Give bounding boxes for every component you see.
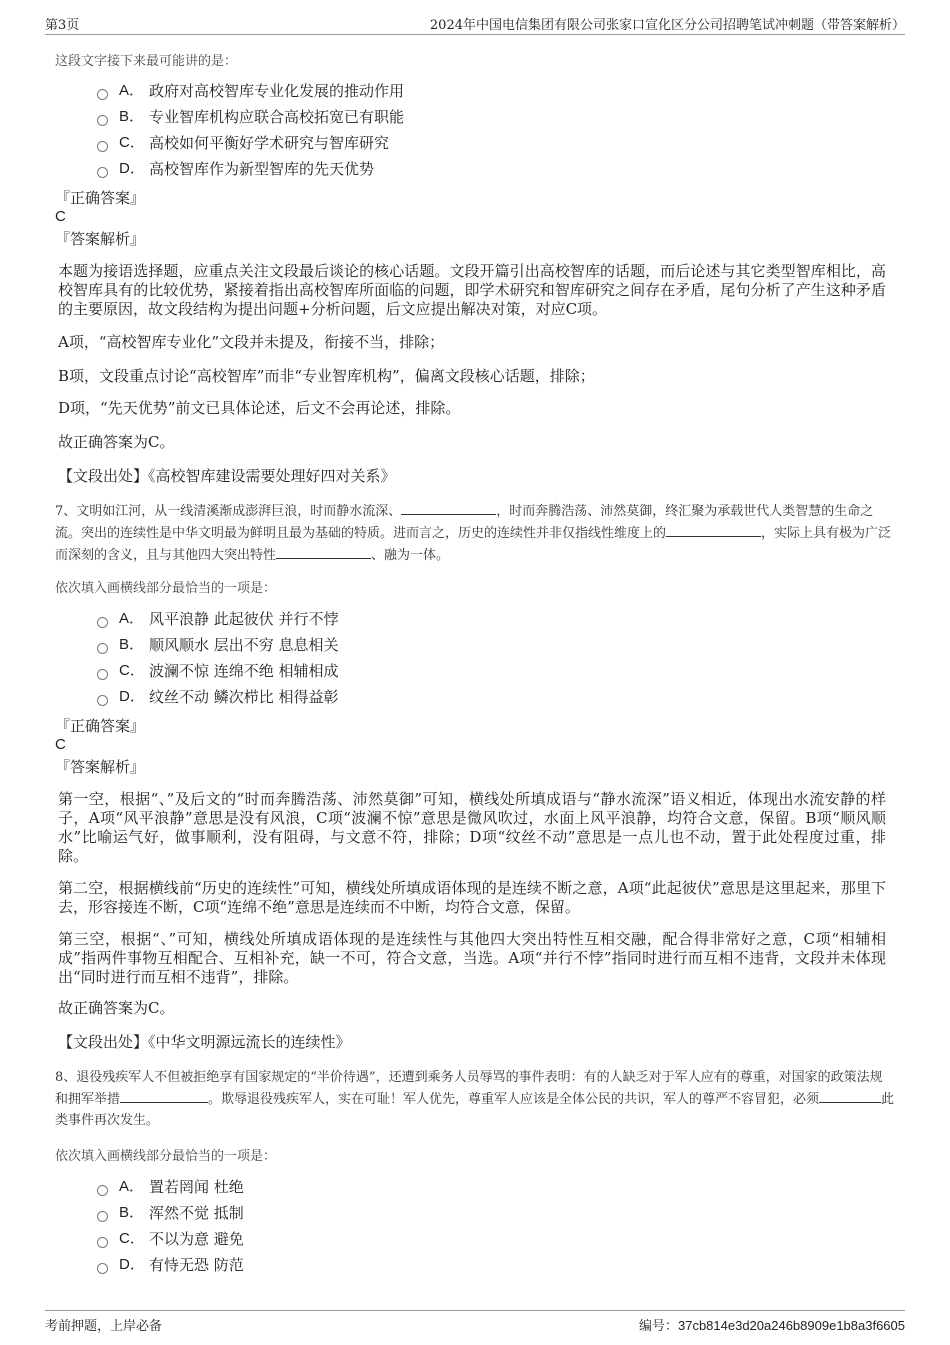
radio-icon[interactable]: [97, 167, 108, 178]
q7-option-c[interactable]: C． 波澜不惊 连绵不绝 相辅相成: [97, 658, 339, 684]
radio-icon[interactable]: [97, 141, 108, 152]
q8-option-a[interactable]: A． 置若罔闻 杜绝: [97, 1174, 244, 1200]
radio-icon[interactable]: [97, 643, 108, 654]
page-number: 第3页: [45, 18, 80, 33]
q6-conclusion: 故正确答案为C。: [58, 433, 175, 451]
q8-option-d[interactable]: D． 有恃无恐 防范: [97, 1252, 244, 1278]
q6-option-b[interactable]: B． 专业智库机构应联合高校拓宽已有职能: [97, 104, 404, 130]
q8-options: [97, 1174, 244, 1278]
q6-option-a[interactable]: A． 政府对高校智库专业化发展的推动作用: [97, 78, 404, 104]
q6-answer-tag: 『正确答案』: [55, 189, 146, 207]
footer-slogan: 考前押题，上岸必备: [45, 1319, 163, 1334]
answer-blank: [401, 500, 496, 515]
radio-icon[interactable]: [97, 617, 108, 628]
q8-option-b[interactable]: B． 浑然不觉 抵制: [97, 1200, 244, 1226]
q6-analysis-b: B项，文段重点讨论“高校智库”而非“专业智库机构”，偏离文段核心话题，排除；: [58, 367, 595, 385]
q7-options: [97, 606, 339, 710]
q6-analysis-tag: 『答案解析』: [55, 230, 146, 248]
page-header: [45, 14, 905, 35]
q6-prompt: 这段文字接下来最可能讲的是：: [55, 54, 238, 69]
q7-answer: C: [55, 736, 66, 753]
page-footer: [45, 1310, 905, 1339]
answer-blank: [120, 1088, 208, 1103]
q7-stem: 7、文明如江河，从一线清溪渐成澎湃巨浪，时而静水流深、 ，时而奔腾浩荡、沛然莫御，终汇聚为承载世代人类智慧的生命之流。突出的连续性是中华文明最为鲜明且最为基础的特质。进而言之，历史的连续性并非仅指线性维度上的 ，实际上具有极为广泛而深刻的含义，且与其他四大突出特性 、融为一体。: [55, 500, 895, 566]
q6-answer: C: [55, 208, 66, 225]
radio-icon[interactable]: [97, 115, 108, 126]
document-code: 编号：37cb814e3d20a246b8909e1b8a3f6605: [638, 1318, 905, 1334]
q8-option-c[interactable]: C． 不以为意 避免: [97, 1226, 244, 1252]
q7-option-a[interactable]: A． 风平浪静 此起彼伏 并行不悖: [97, 606, 339, 632]
q6-analysis-a: A项，“高校智库专业化”文段并未提及，衔接不当，排除；: [58, 333, 445, 351]
radio-icon[interactable]: [97, 1237, 108, 1248]
answer-blank: [819, 1088, 881, 1103]
q7-analysis-tag: 『答案解析』: [55, 758, 146, 776]
radio-icon[interactable]: [97, 1211, 108, 1222]
q8-prompt: 依次填入画横线部分最恰当的一项是：: [55, 1149, 277, 1164]
q7-analysis-blank3: 第三空，根据“、”可知，横线处所填成语体现的是连续性与其他四大突出特性互相交融，配合得非常好之意，C项“相辅相成”指两件事物互相配合、互相补充，缺一不可，符合文意，当选。A项“并行不悖”指同时进行而互相不违背，文段并未体现出“同时进行而互相不违背”，排除。: [58, 930, 886, 986]
radio-icon[interactable]: [97, 89, 108, 100]
q6-analysis-main: 本题为接语选择题，应重点关注文段最后谈论的核心话题。文段开篇引出高校智库的话题，而后论述与其它类型智库相比，高校智库具有的比较优势，紧接着指出高校智库所面临的问题，即学术研究和智库研究之间存在矛盾，尾句分析了产生这种矛盾的主要原因，故文段结构为提出问题+分析问题，后文应提出解决对策，对应C项。: [58, 262, 886, 318]
document-title: 2024年中国电信集团有限公司张家口宣化区分公司招聘笔试冲刺题（带答案解析）: [429, 18, 905, 33]
q7-option-b[interactable]: B． 顺风顺水 层出不穷 息息相关: [97, 632, 339, 658]
q7-prompt: 依次填入画横线部分最恰当的一项是：: [55, 581, 277, 596]
radio-icon[interactable]: [97, 695, 108, 706]
q7-analysis-blank1: 第一空，根据“、”及后文的“时而奔腾浩荡、沛然莫御”可知，横线处所填成语与“静水流深”语义相近，体现出水流安静的样子，A项“风平浪静”意思是没有风浪，C项“波澜不惊”意思是微风吹过，水面上风平浪静，均符合文意，保留。B项“顺风顺水”比喻运气好，做事顺利，没有阻碍，与文意不符，排除；D项“纹丝不动”意思是一点儿也不动，置于此处程度过重，排除。: [58, 790, 886, 865]
q6-option-c[interactable]: C． 高校如何平衡好学术研究与智库研究: [97, 130, 404, 156]
q7-analysis-blank2: 第二空，根据横线前“历史的连续性”可知，横线处所填成语体现的是连续不断之意，A项“此起彼伏”意思是这里起来，那里下去，形容接连不断，C项“连绵不绝”意思是连续而不中断，均符合文意，保留。: [58, 879, 886, 916]
q6-analysis-d: D项，“先天优势”前文已具体论述，后文不会再论述，排除。: [58, 399, 461, 417]
q7-conclusion: 故正确答案为C。: [58, 999, 175, 1017]
radio-icon[interactable]: [97, 669, 108, 680]
radio-icon[interactable]: [97, 1185, 108, 1196]
q6-options: [97, 78, 404, 182]
q7-option-d[interactable]: D． 纹丝不动 鳞次栉比 相得益彰: [97, 684, 339, 710]
q7-answer-tag: 『正确答案』: [55, 717, 146, 735]
radio-icon[interactable]: [97, 1263, 108, 1274]
q7-source: 【文段出处】《中华文明源远流长的连续性》: [58, 1033, 351, 1051]
q8-stem: 8、退役残疾军人不但被拒绝享有国家规定的“半价待遇”，还遭到乘务人员辱骂的事件表明：有的人缺乏对于军人应有的尊重，对国家的政策法规和拥军举措 。欺辱退役残疾军人，实在可耻！军人优先，尊重军人应该是全体公民的共识，军人的尊严不容冒犯，必须 此类事件再次发生。: [55, 1070, 895, 1128]
q6-source: 【文段出处】《高校智库建设需要处理好四对关系》: [58, 467, 396, 485]
q6-option-d[interactable]: D． 高校智库作为新型智库的先天优势: [97, 156, 404, 182]
answer-blank: [276, 544, 371, 559]
answer-blank: [666, 522, 761, 537]
